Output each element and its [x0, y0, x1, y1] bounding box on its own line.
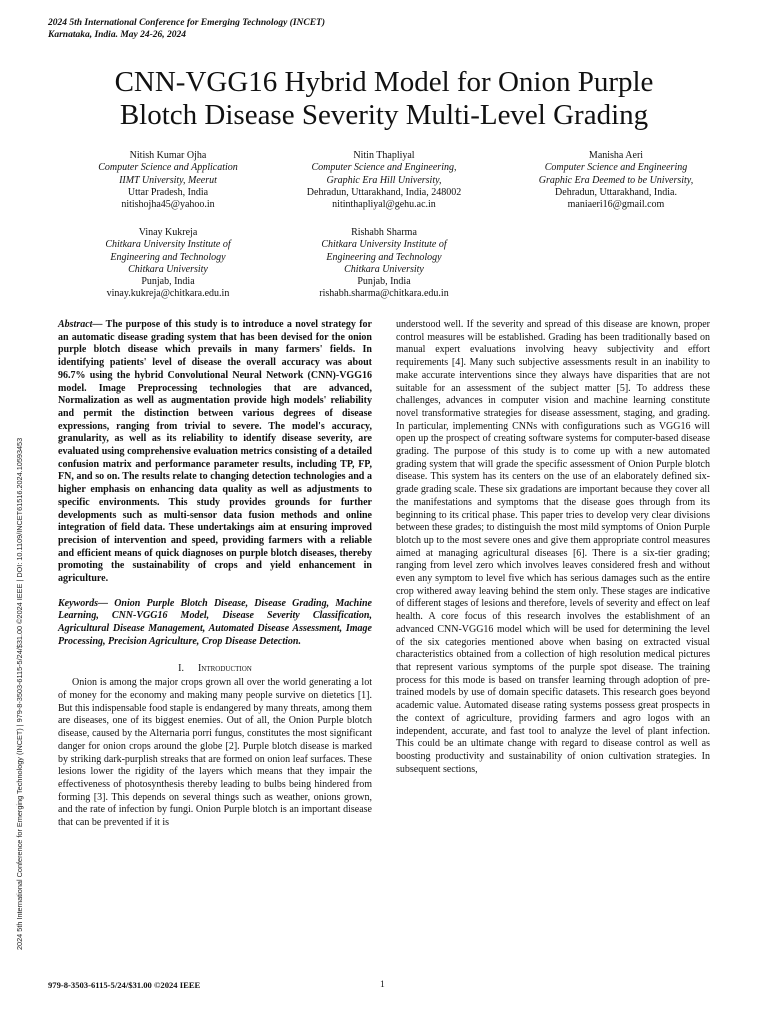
keywords-text: Onion Purple Blotch Disease, Disease Grading, Machine Learning, CNN-VGG16 Model, Disease Severity Classification, Agricultural Disease Management, Automated Disease Assessment, Image Processing, Precision Agriculture, Crop Disease Detection.: [58, 597, 372, 647]
section-number: I.: [178, 662, 184, 674]
author-dept: Computer Science and Engineering,: [311, 162, 457, 174]
author-name: Nitin Thapliyal: [353, 150, 415, 161]
author-email: rishabh.sharma@chitkara.edu.in: [319, 288, 449, 300]
doi-sidebar: 2024 5th International Conference for Emerging Technology (INCET) | 979-8-3503-6115-5/24/$31.00 ©2024 IEEE | DOI: 10.1109/INCET61516.2024.10593453: [15, 437, 24, 950]
author-dept-line2: Engineering and Technology: [326, 251, 442, 263]
author-location: Uttar Pradesh, India: [127, 186, 209, 198]
author-institution: Chitkara University: [128, 263, 208, 275]
abstract: [58, 319, 372, 586]
author-institution: IIMT University, Meerut: [119, 174, 217, 186]
author-dept: Computer Science and Engineering: [544, 162, 688, 174]
keywords-label: Keywords—: [58, 597, 108, 609]
author-block-5: [264, 227, 504, 301]
page-number: 1: [380, 980, 385, 990]
paper-title-line1: CNN-VGG16 Hybrid Model for Onion Purple: [114, 66, 654, 98]
paper-title-line2: Blotch Disease Severity Multi-Level Grading: [119, 99, 649, 131]
paper-title: [60, 66, 708, 132]
intro-paragraph-left: Onion is among the major crops grown all over the world generating a lot of money for the economy and making many people survive on dietetics [1]. But this indispensable food staple is endangered by many threats, among them are diseases, one of its biggest enemies. Out of all, the Onion Purple blotch disease, caused by the Alternaria porri fungus, constitutes the most significant danger for onion crops around the globe [2]. Purple blotch disease is marked by striking dark-purplish streaks that are formed on onion leaf surfaces. These lesions lower the rigidity of the layers which means that they impair the effectiveness of photosynthesis thereby leading to bulbs being hindered from forming [3]. This depends on several things such as weather, onions grown, and the rate of infection by fungi. Onion Purple blotch is an important disease that can be prevented if it is: [58, 677, 372, 829]
author-dept: Chitkara University Institute of: [321, 239, 447, 251]
author-block-4: [48, 227, 288, 301]
author-name: Vinay Kukreja: [138, 227, 198, 238]
author-email: maniaeri16@gmail.com: [567, 199, 665, 211]
author-dept-line2: Engineering and Technology: [110, 251, 226, 263]
abstract-text: The purpose of this study is to introduce a novel strategy for an automatic disease grading system that has been devised for the onion purple blotch disease which prevails in many farmers' fields. In identifying patients' level of disease the overall accuracy was about 96.7% using the hybrid Convolutional Neural Network (CNN)-VGG16 model. Image Preprocessing technologies that are advanced, Normalization as well as augmentation provide high models' reliability and permit the distinction between various degrees of disease expressions, ranging from trivial to severe. The model's accuracy, granularity, as well as its reliability to identify disease severity, are evaluated using comprehensive evaluation metrics consisting of a detailed confusion matrix and performance parameter results, including TP, FP, FN, and so on. The results relate to changing detection technologies and a higher emphasis on enhancing data quality as well as adjustments to specific environments. This study provides grounds for further developments such as multi-sensor data fusion methods and online integration of field data. These undertakings aim at ensuring improved precision of intervention and speed, providing farmers with a reliable and efficient means of quick diagnoses on purple blotch diseases, thereby promoting the sustainability of crops and yield enhancement in agriculture.: [58, 319, 372, 585]
section-heading: [58, 663, 372, 676]
author-dept: Chitkara University Institute of: [105, 239, 231, 251]
intro-paragraph-right: understood well. If the severity and spread of this disease are known, proper control measures will be established. Grading has been traditionally based on manual expert evaluations involving heavy subjectivity and effort requirements [4]. Many such subjective assessments result in an inability to make accurate interventions since they always have disparities that are not suitable for an assessment of the subject matter [5]. To address these challenges, advances in computer vision and machine learning constitute novel transformative strategies for disease assessment, staging, and grading. In particular, implementing CNNs with configurations such as VGG16 will open up the prospect of creating software systems for computer-based disease grading. The purpose of this study is to come up with a new automated grading system that will grade the specific assessment of Onion Purple blotch disease. This system has its centers on the use of an elaborately defined six-grade grading scale. These six gradations are important because they cover all the manifestations and symptoms that the disease goes through from its beginning to its critical phase. This paper tries to develop very clear divisions between these grades; to distinguish the most mild symptoms of Onion Purple blotch up to the most severe ones and give them appropriate control measures aimed at managing agricultural diseases [6]. There is a six-tier grading; ranging from level zero which involves leaves considered fresh and without even any symptom to level five which has serious damages such as the entire crop withered away leaving behind the stem only. These stages are indicative of different stages of lesions and therefore, levels of severity and effect on leaf health. A core focus of this research involves the establishment of an advanced CNN-VGG16 model which will be used for determining the level of the six categories mentioned above when basing on extracted visual characteristics obtained from a collection of high resolution medical pictures that represent various symptoms of the purple spot disease. The training process for this mode is based on transfer learning through adoption of pre-trained models by use of domain specific datasets. This research goes beyond academic value. Automated disease rating systems possess great prospects in the context of agriculture, providing farmers and agro logos with an independent, accurate, and fast tool to analyze the level of plant infection. This could be an ultimate change with regard to disease control as well as boosting productivity and sustainability of onion cultivation strategies. In subsequent sections,: [396, 319, 710, 775]
copyright-footer: 979-8-3503-6115-5/24/$31.00 ©2024 IEEE: [48, 980, 201, 990]
author-dept: Computer Science and Application: [98, 162, 238, 174]
author-institution: Chitkara University: [344, 263, 424, 275]
author-institution: Graphic Era Deemed to be University,: [538, 174, 694, 186]
author-location: Punjab, India: [141, 276, 195, 288]
author-location: Punjab, India: [357, 276, 411, 288]
author-location: Dehradun, Uttarakhand, India, 248002: [306, 186, 462, 198]
section-title: Introduction: [197, 662, 252, 674]
author-location: Dehradun, Uttarakhand, India.: [555, 186, 677, 198]
author-email: nitinthapliyal@gehu.ac.in: [332, 199, 436, 211]
author-email: nitishojha45@yahoo.in: [121, 199, 215, 211]
author-name: Rishabh Sharma: [351, 227, 417, 238]
conference-name: 2024 5th International Conference for Emerging Technology (INCET): [48, 18, 326, 28]
left-column: [58, 319, 372, 830]
conference-location-date: Karnataka, India. May 24-26, 2024: [48, 30, 187, 40]
keywords: [58, 598, 372, 649]
author-block-2: [264, 150, 504, 211]
author-email: vinay.kukreja@chitkara.edu.in: [106, 288, 230, 300]
right-column: [396, 319, 710, 776]
author-block-3: [496, 150, 736, 211]
abstract-label: Abstract—: [58, 319, 103, 330]
author-name: Manisha Aeri: [588, 150, 644, 161]
author-name: Nitish Kumar Ojha: [129, 150, 207, 161]
author-block-1: [48, 150, 288, 211]
author-institution: Graphic Era Hill University,: [326, 174, 442, 186]
conference-header: [48, 17, 325, 41]
